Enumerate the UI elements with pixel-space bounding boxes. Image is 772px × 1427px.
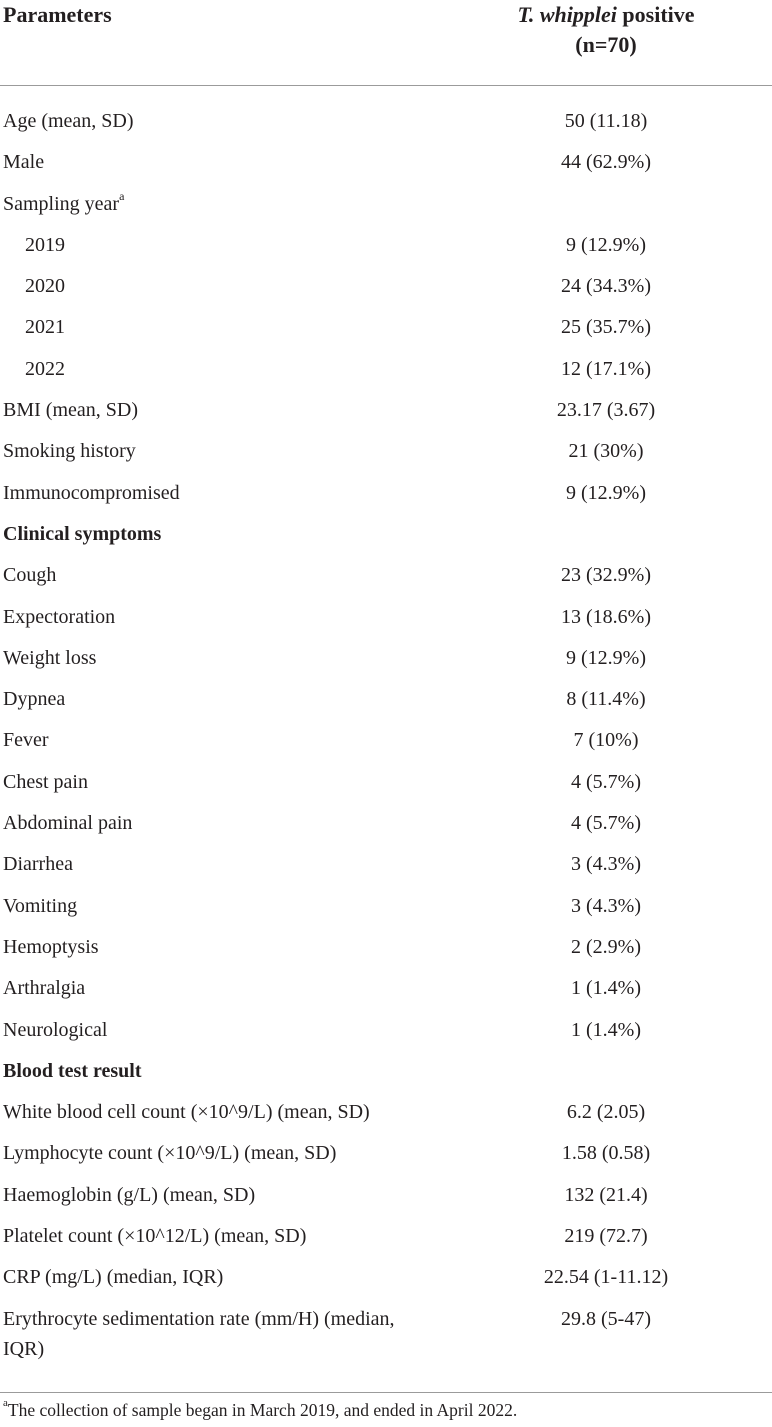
row-label: Hemoptysis: [3, 935, 99, 958]
table-row: [0, 968, 772, 1009]
row-value: 12 (17.1%): [561, 357, 651, 380]
row-value: 4 (5.7%): [571, 812, 641, 835]
row-label: Weight loss: [3, 646, 97, 669]
header-positive-group: [470, 0, 742, 60]
row-label: Dypnea: [3, 688, 66, 711]
table-row: [0, 1175, 772, 1216]
row-value: 9 (12.9%): [566, 233, 646, 256]
table-row: [0, 101, 772, 142]
table-row: [0, 390, 772, 431]
table-row: [0, 844, 772, 885]
row-value: 1 (1.4%): [571, 977, 641, 1000]
table-header: [0, 0, 772, 86]
row-value: 24 (34.3%): [561, 275, 651, 298]
table-row: [0, 1092, 772, 1133]
table-row: [0, 1216, 772, 1257]
row-label: Arthralgia: [3, 977, 86, 1000]
section-label: Blood test result: [3, 1059, 142, 1082]
row-label: Male: [3, 151, 45, 174]
row-label: Haemoglobin (g/L) (mean, SD): [3, 1183, 256, 1206]
table-row: [0, 597, 772, 638]
footnote-marker: a: [3, 1397, 8, 1410]
row-value: 7 (10%): [573, 729, 639, 752]
row-label: Cough: [3, 564, 57, 587]
table-row: [0, 803, 772, 844]
row-value: 23 (32.9%): [561, 564, 651, 587]
row-value: 9 (12.9%): [566, 481, 646, 504]
table-row: [0, 184, 772, 225]
row-label: BMI (mean, SD): [3, 399, 138, 422]
row-value: 2 (2.9%): [571, 935, 641, 958]
table-row: [0, 886, 772, 927]
table-row: [0, 679, 772, 720]
row-label: Chest pain: [3, 770, 88, 793]
table-row: [0, 1257, 772, 1298]
table-row: [0, 555, 772, 596]
row-value: 3 (4.3%): [571, 853, 641, 876]
row-value: 4 (5.7%): [571, 770, 641, 793]
table-body: [0, 101, 772, 1371]
row-value: 132 (21.4): [564, 1183, 648, 1206]
row-label: Neurological: [3, 1018, 108, 1041]
row-value: 22.54 (1-11.12): [543, 1266, 669, 1289]
row-value: 13 (18.6%): [561, 605, 651, 628]
table-row: [0, 266, 772, 307]
row-label: Smoking history: [3, 440, 136, 463]
row-value: 21 (30%): [568, 440, 644, 463]
table-row: [0, 225, 772, 266]
table-row: [0, 1299, 772, 1371]
table-row: [0, 1010, 772, 1051]
table-bottom-rule: [0, 1392, 772, 1393]
row-value: 29.8 (5-47): [561, 1307, 651, 1330]
row-label: Diarrhea: [3, 853, 73, 876]
row-value: 8 (11.4%): [566, 688, 646, 711]
row-label: Age (mean, SD): [3, 110, 134, 132]
row-value: 23.17 (3.67): [556, 399, 656, 422]
header-positive: positive: [616, 2, 695, 27]
footnote-marker: a: [119, 188, 125, 203]
table-row: [0, 142, 772, 183]
table-footnote: [3, 1398, 517, 1422]
table-row: [0, 431, 772, 472]
section-label: Clinical symptoms: [3, 522, 162, 545]
table-row: [0, 1133, 772, 1174]
row-label: Platelet count (×10^12/L) (mean, SD): [3, 1225, 307, 1248]
row-label: 2021: [25, 316, 65, 339]
row-value: 1 (1.4%): [571, 1018, 641, 1041]
header-sample-size: (n=70): [575, 32, 637, 57]
row-label: Erythrocyte sedimentation rate (mm/H) (median, IQR): [3, 1307, 395, 1360]
row-value: 3 (4.3%): [571, 894, 641, 917]
table-row: [0, 638, 772, 679]
footnote-text: The collection of sample began in March 2019, and ended in April 2022.: [7, 1400, 518, 1420]
section-heading: [0, 1051, 772, 1092]
row-label-text: Sampling year: [3, 192, 120, 215]
row-value: 9 (12.9%): [566, 646, 646, 669]
header-parameters: Parameters: [3, 2, 112, 27]
table-row: [0, 762, 772, 803]
table-row: [0, 349, 772, 390]
header-species: T. whipplei: [517, 2, 617, 27]
row-label: 2019: [25, 233, 65, 256]
row-value: 219 (72.7): [564, 1225, 648, 1248]
row-value: 1.58 (0.58): [561, 1142, 651, 1165]
row-value: 50 (11.18): [564, 110, 648, 132]
row-label: Fever: [3, 729, 49, 752]
row-value: 25 (35.7%): [561, 316, 651, 339]
row-label: Abdominal pain: [3, 812, 133, 835]
row-label: Immunocompromised: [3, 481, 180, 504]
section-heading: [0, 514, 772, 555]
table-row: [0, 720, 772, 761]
row-label: Expectoration: [3, 605, 116, 628]
table-row: [0, 307, 772, 348]
row-label: 2022: [25, 357, 65, 380]
row-label: Lymphocyte count (×10^9/L) (mean, SD): [3, 1142, 337, 1165]
table-row: [0, 473, 772, 514]
table-row: [0, 927, 772, 968]
row-label: [3, 184, 463, 225]
row-label: White blood cell count (×10^9/L) (mean, SD): [3, 1101, 370, 1124]
row-label: Vomiting: [3, 894, 78, 917]
row-value: 44 (62.9%): [561, 151, 651, 174]
row-label: 2020: [25, 275, 65, 298]
row-value: 6.2 (2.05): [566, 1101, 646, 1124]
row-label: CRP (mg/L) (median, IQR): [3, 1266, 224, 1289]
header-group-title: [470, 0, 742, 30]
